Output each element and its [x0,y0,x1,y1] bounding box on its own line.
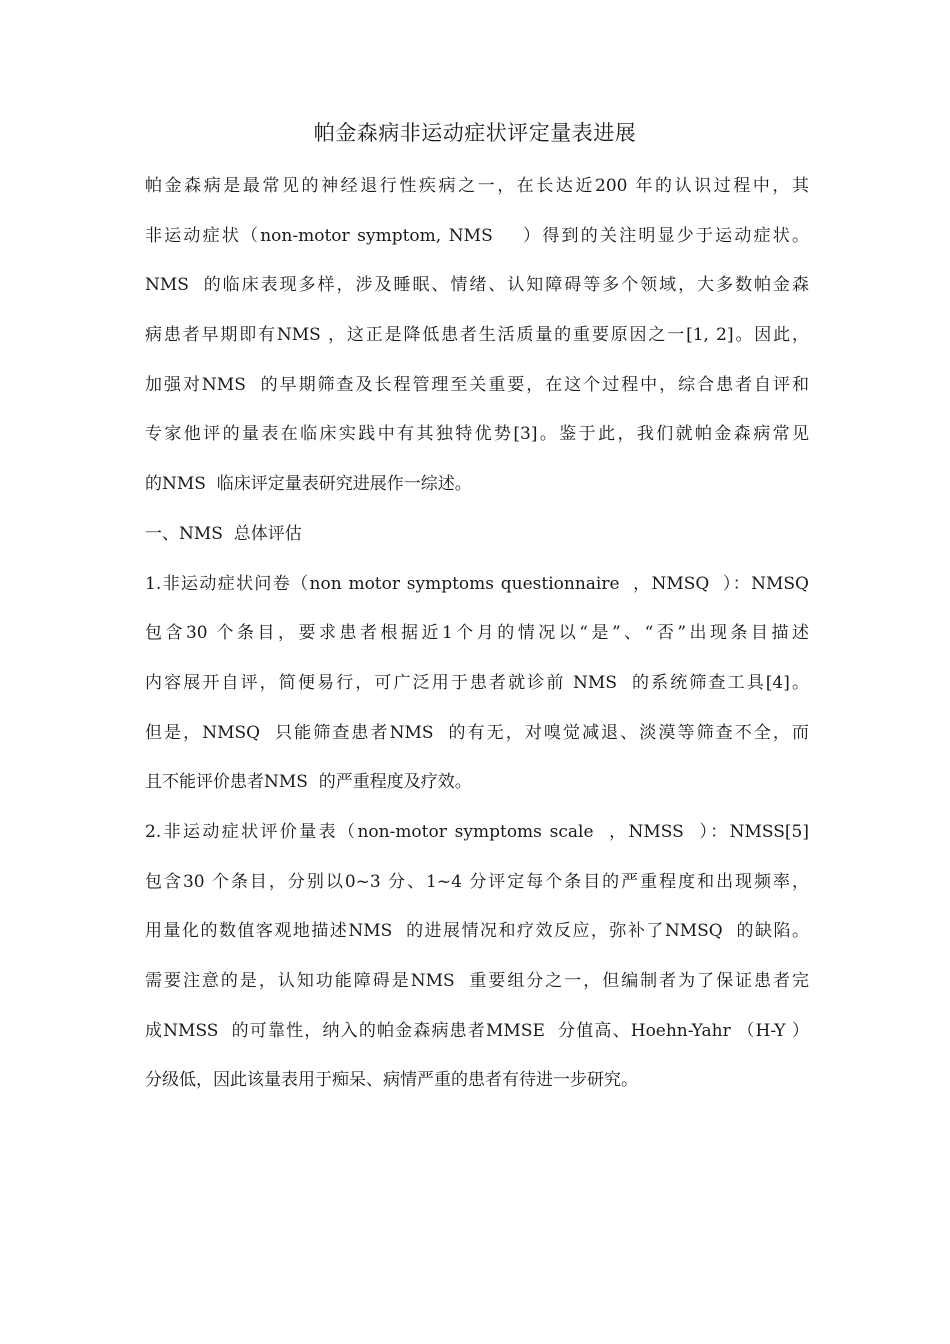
paragraph-line: 病患者早期即有NMS ，这正是降低患者生活质量的重要原因之一[1, 2]。因此， [145,325,809,346]
paragraph-line: 加强对NMS 的早期筛查及长程管理至关重要，在这个过程中，综合患者自评和 [145,374,809,395]
document-body [145,168,809,1112]
paragraph-line: 需要注意的是，认知功能障碍是NMS 重要组分之一，但编制者为了保证患者完 [145,971,809,991]
paragraph-line: 内容展开自评，简便易行，可广泛用于患者就诊前 NMS 的系统筛查工具[4]。 [145,672,809,693]
paragraph-line: 包含30 个条目，要求患者根据近1个月的情况以“是”、“否”出现条目描述 [145,623,809,644]
paragraph-line: 专家他评的量表在临床实践中有其独特优势[3]。鉴于此，我们就帕金森病常见 [145,424,809,445]
paragraph-line: 帕金森病是最常见的神经退行性疾病之一，在长达近200 年的认识过程中，其 [145,176,809,196]
paragraph-line: 的NMS 临床评定量表研究进展作一综述。 [145,474,472,495]
paragraph-line: 2.非运动症状评价量表（non-motor symptoms scale ，NMSS ）：NMSS[5] [145,821,809,842]
paragraph-line: 成NMSS 的可靠性，纳入的帕金森病患者MMSE 分值高、Hoehn-Yahr （H-Y ） [145,1020,809,1041]
paragraph-line: 非运动症状（non-motor symptom, NMS ）得到的关注明显少于运动症状。 [145,225,809,246]
document-title: 帕金森病非运动症状评定量表进展 [313,121,637,145]
paragraph-line: 包含30 个条目，分别以0~3 分、1~4 分评定每个条目的严重程度和出现频率， [145,871,809,892]
section-heading: 一、NMS 总体评估 [145,523,302,544]
paragraph-line: NMS 的临床表现多样，涉及睡眠、情绪、认知障碍等多个领域，大多数帕金森 [145,275,809,296]
paragraph-line: 且不能评价患者NMS 的严重程度及疗效。 [145,772,472,793]
paragraph-line: 分级低，因此该量表用于痴呆、病情严重的患者有待进一步研究。 [145,1070,638,1091]
paragraph-line: 用量化的数值客观地描述NMS 的进展情况和疗效反应，弥补了NMSQ 的缺陷。 [145,921,809,942]
paragraph-line: 但是，NMSQ 只能筛查患者NMS 的有无，对嗅觉减退、淡漠等筛查不全，而 [145,722,809,743]
paragraph-line: 1.非运动症状问卷（non motor symptoms questionnaire ，NMSQ ）：NMSQ [145,573,809,594]
